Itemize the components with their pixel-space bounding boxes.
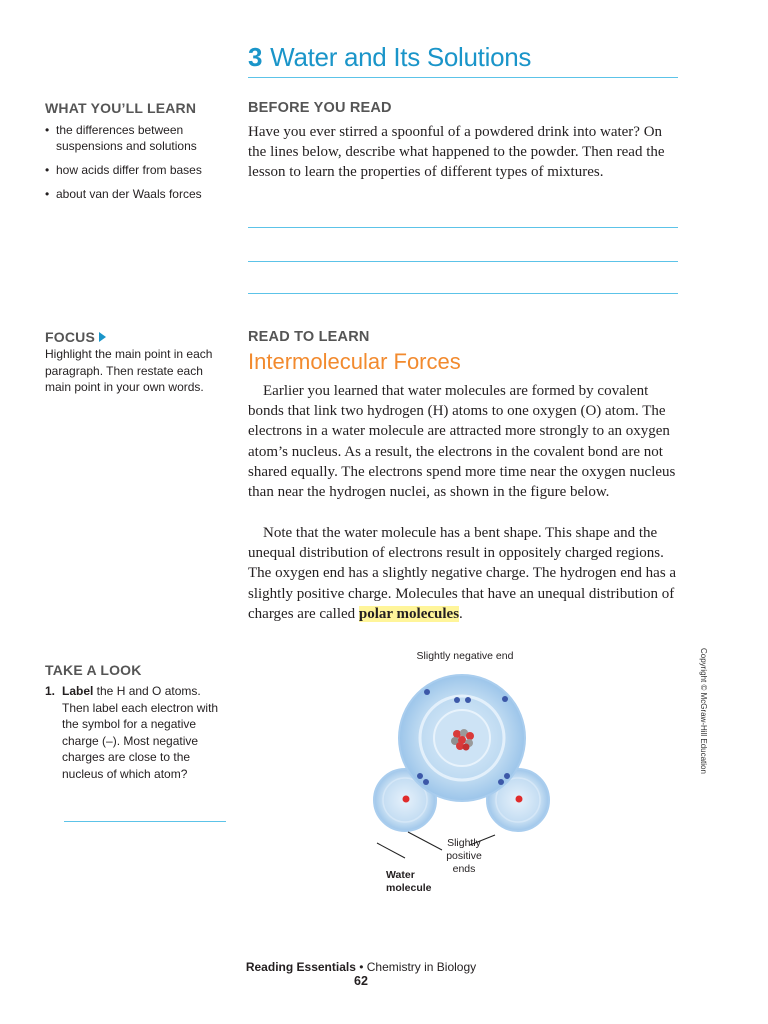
before-you-read-heading: BEFORE YOU READ (248, 100, 392, 116)
paragraph-2 (248, 523, 680, 624)
hydrogen-nucleus-right (516, 796, 523, 803)
what-youll-learn-list (45, 122, 225, 210)
what-youll-learn-heading: WHAT YOU’LL LEARN (45, 100, 197, 116)
water-molecule-figure (360, 648, 570, 898)
list-item: • how acids differ from bases (45, 162, 225, 178)
focus-label: FOCUS (45, 329, 95, 345)
answer-line-3[interactable] (248, 293, 678, 294)
item-body (62, 683, 225, 782)
label-water-molecule (386, 869, 432, 895)
answer-line-2[interactable] (248, 261, 678, 262)
label-molecule-line-1: Water (386, 869, 415, 881)
label-molecule-line-2: molecule (386, 882, 432, 894)
list-item: • about van der Waals forces (45, 186, 225, 202)
before-you-read-text: Have you ever stirred a spoonful of a powdered drink into water? On the lines below, describe what happened to the powder. Then read the lesson to learn the properties of different types of mixtures. (248, 124, 665, 181)
take-a-look-item (45, 683, 225, 782)
item-number: 1. (45, 684, 56, 698)
item-text: the H and O atoms. Then label each electron with the symbol for a negative charge (–). Most negative charges are close to the nucleus of which atom? (62, 684, 219, 781)
section-title: Water and Its Solutions (270, 42, 532, 72)
footer-subject: Chemistry in Biology (366, 960, 477, 974)
focus-text: Highlight the main point in each paragraph. Then restate each main point in your own words. (45, 347, 213, 394)
paragraph-2-text: Note that the water molecule has a bent shape. This shape and the unequal distribution of electrons result in oppositely charged regions. The oxygen end has a slightly negative charge. The hydrogen end has a slightly positive charge. Molecules that have an unequal distribution of charges are called (248, 525, 677, 622)
item-verb: Label (62, 684, 94, 698)
list-item: • the differences between suspensions and solutions (45, 122, 225, 154)
focus-heading (45, 329, 106, 345)
label-positive-line-2: positive (446, 850, 482, 862)
section-subheading: Intermolecular Forces (248, 349, 461, 374)
take-a-look-heading: TAKE A LOOK (45, 662, 142, 678)
label-positive-line-1: Slightly (447, 837, 481, 849)
hydrogen-nucleus-left (403, 796, 410, 803)
page-number: 62 (354, 974, 368, 988)
arrow-right-icon (99, 332, 106, 342)
paragraph-2-end: . (459, 605, 463, 622)
label-negative-end: Slightly negative end (416, 650, 514, 662)
read-to-learn-heading: READ TO LEARN (248, 329, 370, 345)
copyright-notice: Copyright © McGraw-Hill Education (699, 648, 708, 774)
highlighted-term: polar molecules (358, 605, 460, 622)
label-positive-ends (432, 837, 496, 876)
section-number: 3 (248, 42, 263, 72)
title-rule (248, 77, 678, 78)
page-title (248, 42, 531, 73)
answer-line-1[interactable] (248, 227, 678, 228)
take-a-look-answer-line[interactable] (64, 821, 226, 822)
footer (0, 960, 722, 974)
footer-book: Reading Essentials (245, 960, 356, 974)
paragraph-1: Earlier you learned that water molecules are formed by covalent bonds that link two hydrogen (H) atoms to one oxygen (O) atom. The electrons in a water molecule are attracted more strongly to an oxygen atom’s nucleus. As a result, the electrons in the covalent bond are not shared equally. The electrons spend more time near the oxygen nucleus than near the hydrogen nuclei, as shown in the figure below. (248, 383, 676, 501)
footer-separator: • (355, 960, 367, 974)
label-positive-line-3: ends (452, 863, 476, 875)
